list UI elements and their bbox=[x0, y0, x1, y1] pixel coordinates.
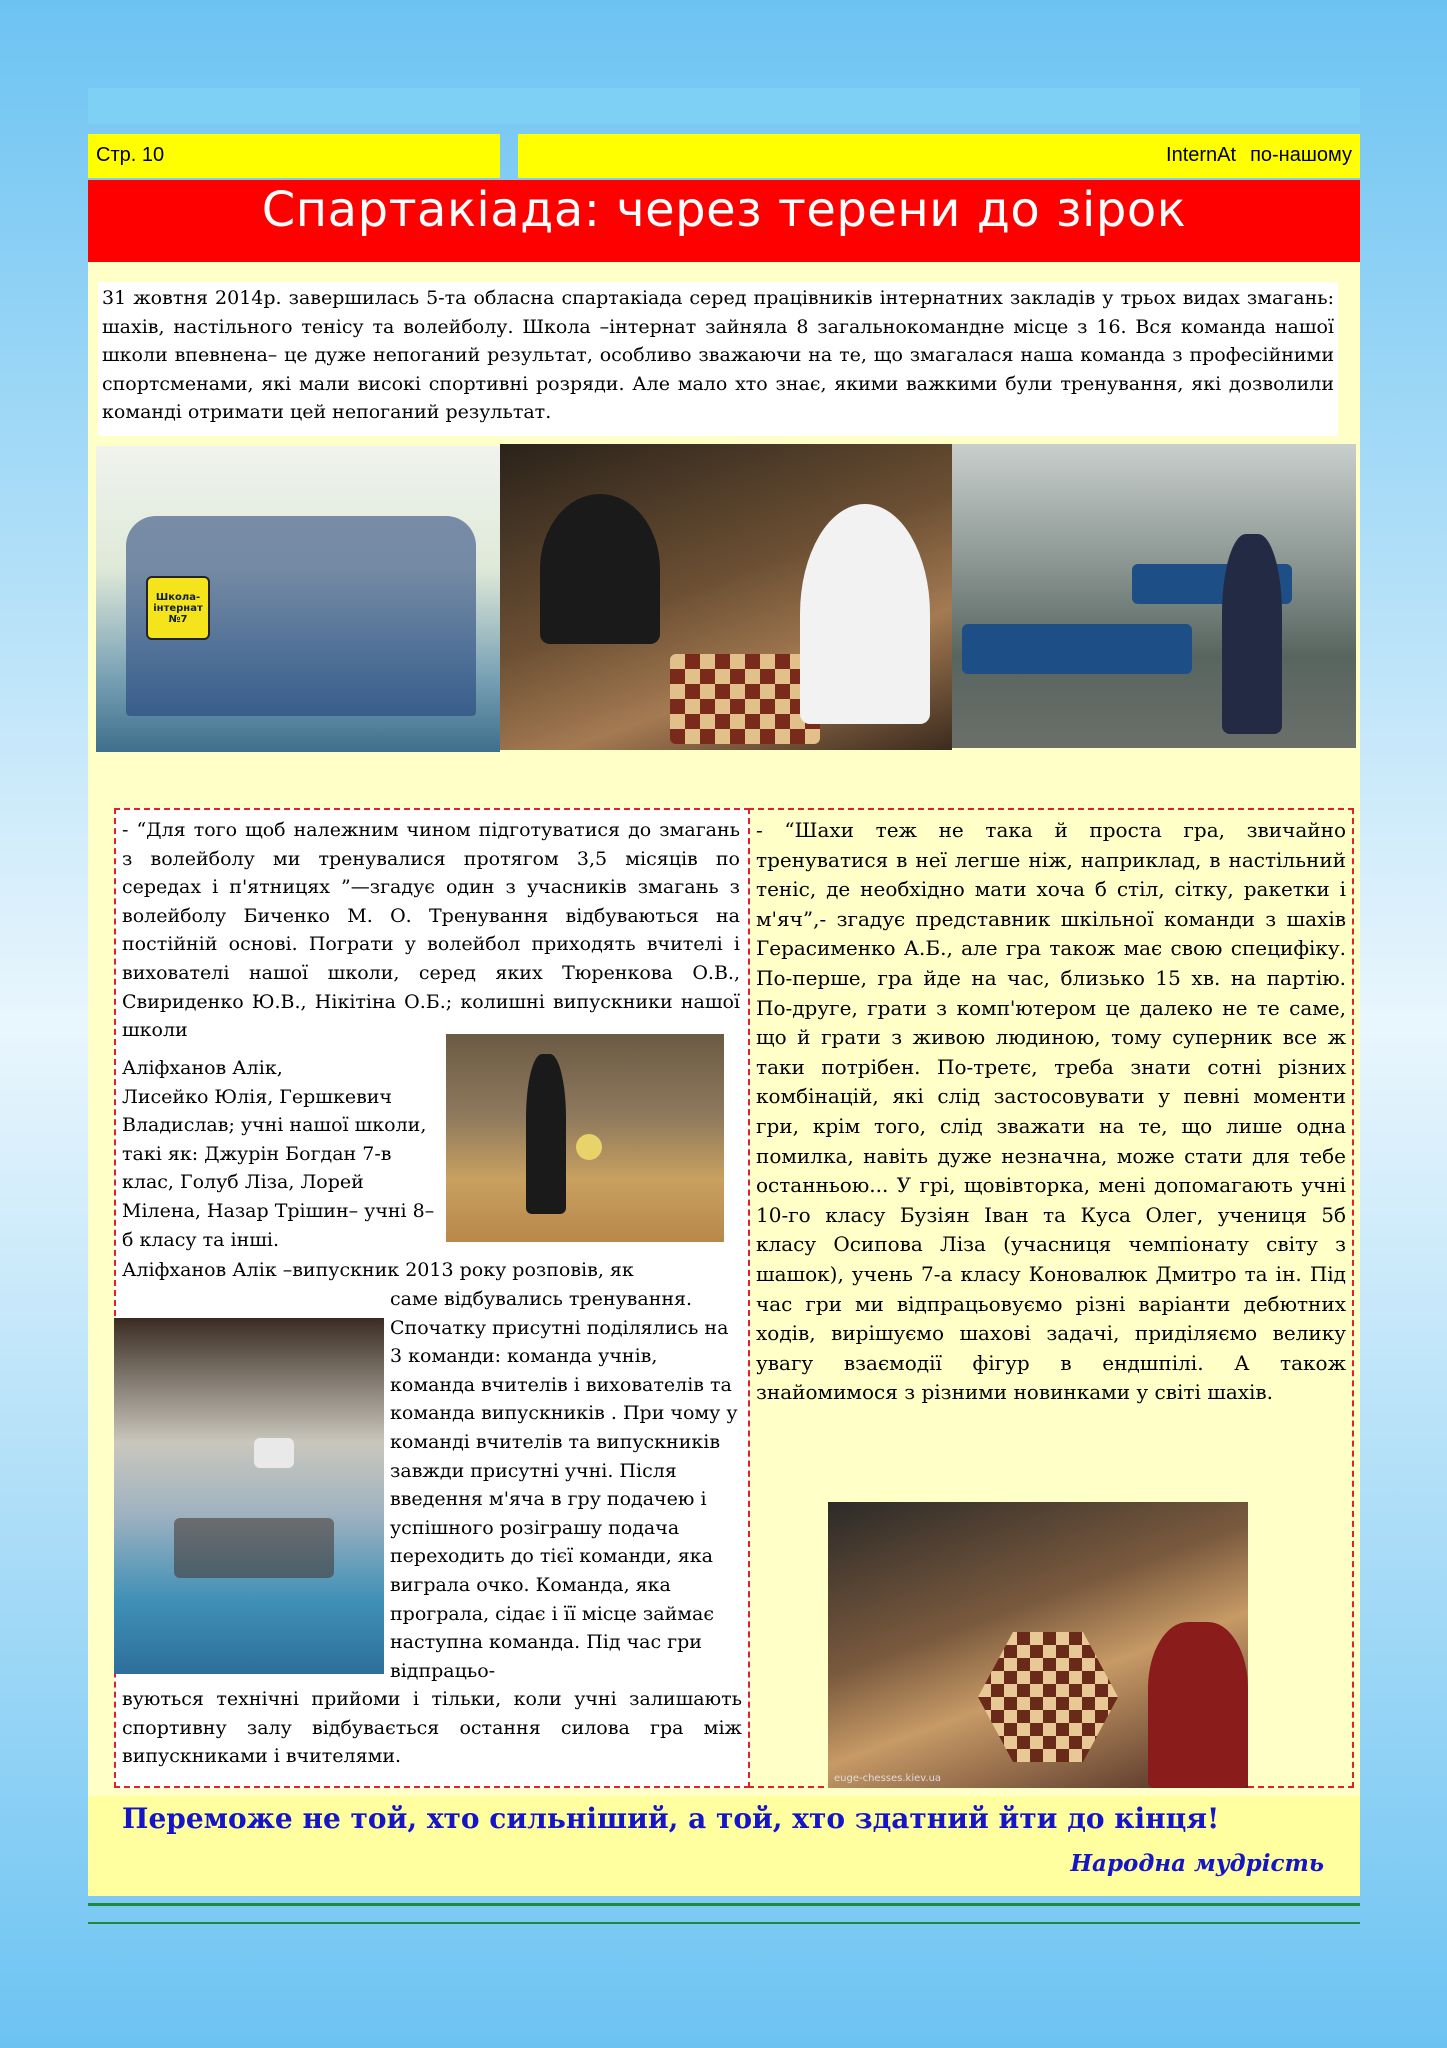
footer-line-1 bbox=[88, 1903, 1360, 1906]
gym-photo bbox=[114, 1318, 384, 1674]
volleyball-paragraph-4: саме відбувались тренування. Спочатку присутні поділялись на 3 команди: команда учнів, команда вчителів і вихователів та команда випускників . При чому у команді вчителів та випускників завжди присутні учні. Після введення м'яча в гру подачею і успішного розіграшу подача переходить до тієї команди, яка виграла очко. Команда, яка програла, сідає і її місце займає наступна команда. Під час гри відпрацьо- bbox=[390, 1288, 738, 1682]
article-title: Спартакіада: через терени до зірок bbox=[261, 182, 1187, 238]
photo-caption: euge-chesses.kiev.ua bbox=[834, 1773, 942, 1784]
team-sign: Школа-інтернат №7 bbox=[146, 576, 210, 640]
volleyball-paragraph-5: вуються технічні прийоми і тільки, коли учні залишають спортивну залу відбувається остання силова гра між випускниками і вчителями. bbox=[122, 1688, 742, 1768]
footer-line-2 bbox=[88, 1922, 1360, 1924]
intro-paragraph: 31 жовтня 2014р. завершилась 5-та обласна спартакіада серед працівників інтернатних закладів у трьох видах змагань: шахів, настільного тенісу та волейболу. Школа –інтернат зайняла 8 загальнокомандне місце з 16. Вся команда нашої школи впевнена– це дуже непоганий результат, особливо зважаючи на те, що змагалася наша команда з професійними спортсменами, які мали високі спортивні розряди. Але мало хто знає, якими важкими були тренування, які дозволили команді отримати цей непоганий результат. bbox=[98, 282, 1338, 436]
paper-name-bar bbox=[518, 134, 1360, 178]
proverb-author: Народна мудрість bbox=[1070, 1850, 1324, 1877]
title-bar bbox=[88, 180, 1360, 262]
paper-title: InternAt bbox=[1166, 144, 1237, 166]
chess-paragraph: - “Шахи теж не така й проста гра, звичайно тренуватися в неї легше ніж, наприклад, в настільний теніс, де необхідно мати хоча б стіл, сітку, ракетки і м'яч”,- згадує представник шкільної команди з шахів Герасименко А.Б., але гра також має свою специфіку. По-перше, гра йде на час, близько 15 хв. на партію. По-друге, грати з комп'ютером це далеко не те саме, що й грати з живою людиною, тому суперник все ж таки потрібен. По-третє, треба знати сотні різних комбінацій, які слід застосовувати у певні моменти гри, крім того, слід зважати на те, що лише одна помилка, навіть дуже незначна, може стати для тебе останньою... У грі, щовівторка, мені допомагають учні 10-го класу Бузіян Іван та Куса Олег, учениця 5б класу Осипова Ліза (учасниця чемпіонату світу з шашок), учень 7-а класу Коновалюк Дмитро та ін. Під час гри ми відпрацьовуємо різні варіанти дебютних ходів, вирішуємо шахові задачі, приділяємо велику увагу взаємодії фігур в ендшпілі. А також знайомимося з різними новинками у світі шахів. bbox=[756, 818, 1346, 1405]
paper-tag: по-нашому bbox=[1250, 144, 1352, 166]
paper-name bbox=[1166, 144, 1352, 167]
team-photo bbox=[96, 446, 500, 752]
chess-photo bbox=[500, 444, 952, 750]
volleyball-paragraph-1: - “Для того щоб належним чином підготуватися до змагань з волейболу ми тренувалися протягом 3,5 місяців по середах і п'ятницях ”—згадує один з учасників змагань з волейболу Биченко М. О. Тренування відбуваються на постійній основі. Пограти у волейбол приходять вчителі і вихователі нашої школи, серед яких Тюренкова О.В., Свириденко Ю.В., Нікітіна О.Б.; колишні випускники нашої школи bbox=[122, 819, 740, 1042]
proverb: Переможе не той, хто сильніший, а той, хто здатний йти до кінця! bbox=[122, 1802, 1220, 1835]
quote-box bbox=[88, 1796, 1360, 1896]
volleyball-paragraph-3: Аліфханов Алік –випускник 2013 року розповів, як bbox=[122, 1259, 634, 1281]
volleyball-player-photo bbox=[446, 1034, 724, 1242]
page-number-bar bbox=[88, 134, 500, 178]
table-tennis-photo bbox=[952, 444, 1356, 748]
volleyball-paragraph-2: Аліфханов Алік, Лисейко Юлія, Гершкевич Владислав; учні нашої школи, такі як: Джурін Богдан 7-в клас, Голуб Ліза, Лорей Мілена, Назар Трішин– учні 8–б класу та інші. bbox=[122, 1057, 435, 1251]
page-number: Стр. 10 bbox=[96, 144, 165, 166]
top-band bbox=[88, 88, 1360, 124]
three-player-chess-photo bbox=[828, 1502, 1248, 1788]
